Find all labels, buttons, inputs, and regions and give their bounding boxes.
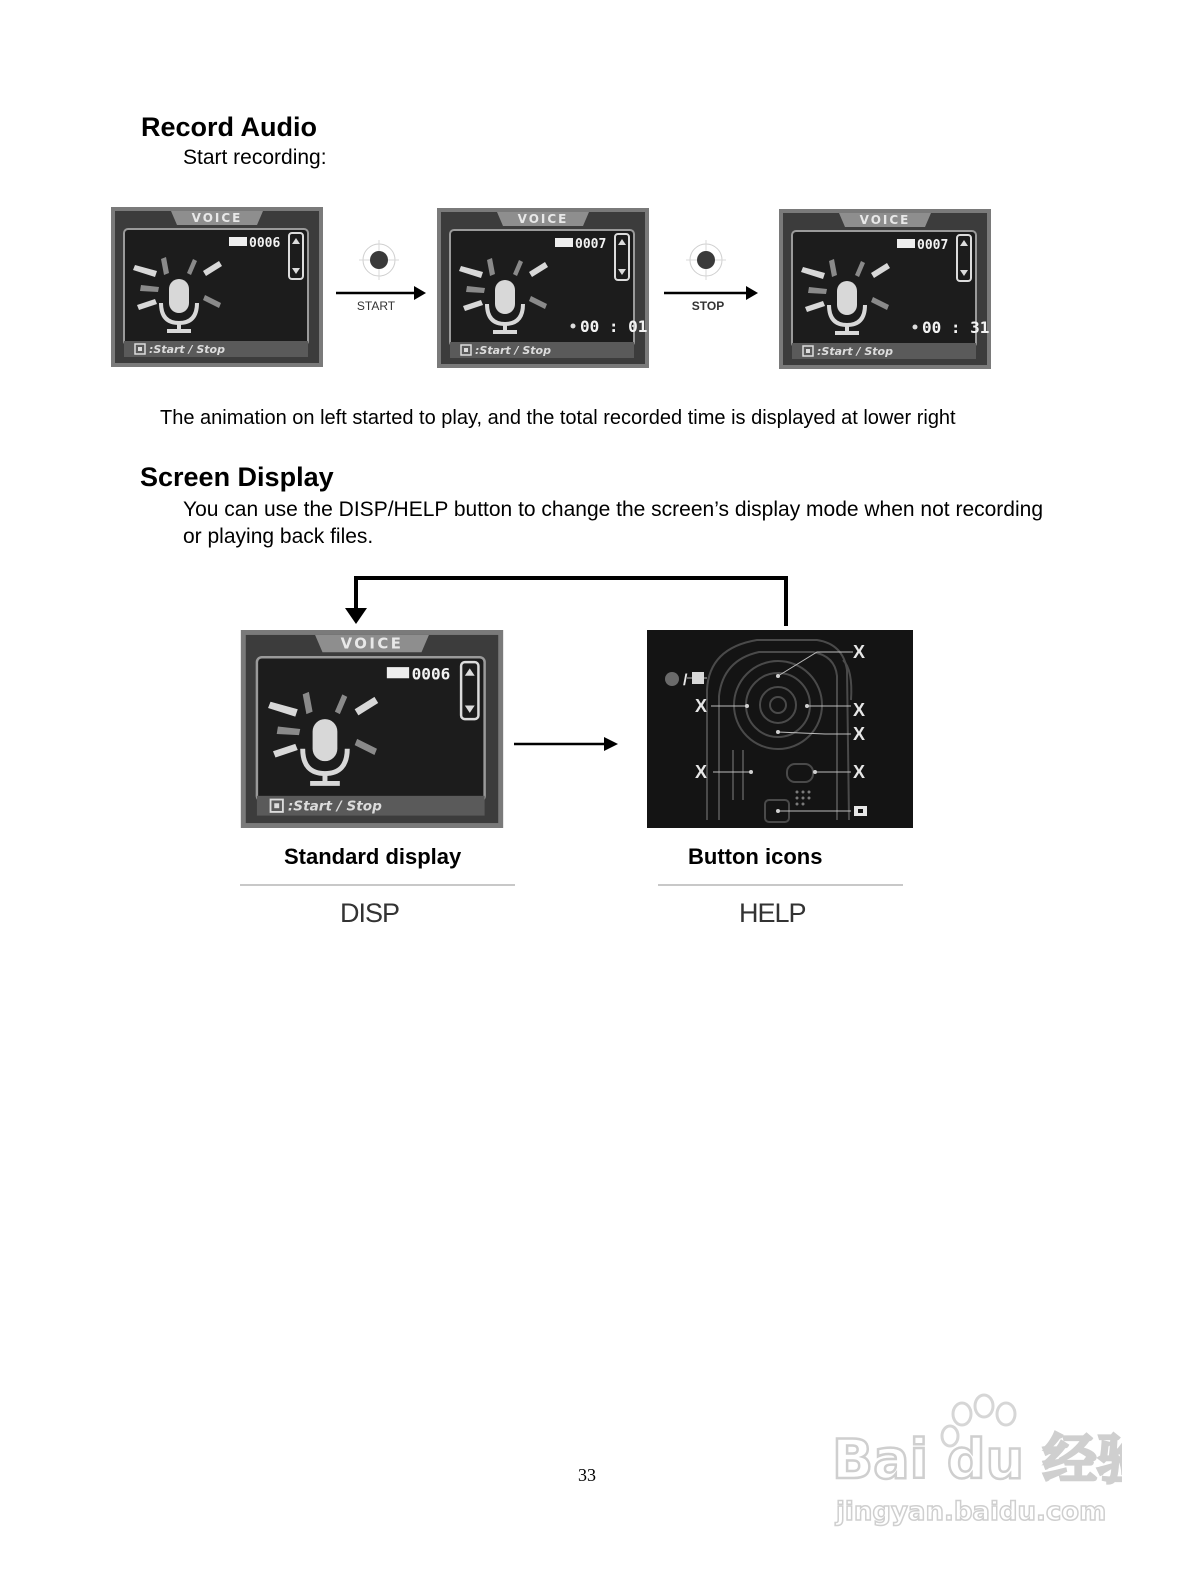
callout-marker: X xyxy=(853,642,866,662)
callout-marker: X xyxy=(695,762,708,782)
display-switch-arrow xyxy=(512,732,622,761)
stop-transition xyxy=(662,238,762,323)
hint-text: :Start / Stop xyxy=(475,344,551,357)
hint-text: :Start / Stop xyxy=(817,345,893,358)
baidu-watermark xyxy=(832,1390,1122,1535)
screen-display-heading: Screen Display xyxy=(140,462,334,492)
page-number: 33 xyxy=(578,1465,596,1485)
voice-screen-recording xyxy=(437,208,649,368)
file-counter: 0006 xyxy=(249,236,281,251)
file-counter: 0006 xyxy=(411,664,451,684)
start-transition xyxy=(334,238,430,323)
recording-dot-icon xyxy=(571,324,576,329)
callout-marker: X xyxy=(853,724,866,744)
recording-dot-icon xyxy=(913,325,918,330)
memory-icon xyxy=(555,238,573,247)
svg-text:/: / xyxy=(683,672,688,689)
hint-text: :Start / Stop xyxy=(287,798,382,815)
voice-screen-stopped xyxy=(779,209,991,369)
elapsed-time: 00 : 31 xyxy=(922,318,990,337)
callout-marker: X xyxy=(853,700,866,720)
playback-icon xyxy=(854,806,867,816)
button-icons-screen xyxy=(647,630,913,828)
disp-button-label: DISP xyxy=(340,898,400,928)
voice-screen-initial xyxy=(111,207,323,367)
divider xyxy=(240,884,515,886)
watermark-brand: Bai du 经验 xyxy=(832,1428,1122,1491)
record-button-icon xyxy=(359,240,399,280)
watermark-url: jingyan.baidu.com xyxy=(836,1497,1107,1527)
callout-marker: X xyxy=(695,696,708,716)
mode-label: VOICE xyxy=(340,634,404,653)
button-icons-caption: Button icons xyxy=(688,844,823,869)
memory-icon xyxy=(229,237,247,246)
standard-display-screen xyxy=(240,630,504,828)
record-button-icon xyxy=(686,240,726,280)
record-audio-subtitle: Start recording: xyxy=(183,146,327,169)
elapsed-time: 00 : 01 xyxy=(580,317,648,336)
mode-label: VOICE xyxy=(859,213,911,227)
help-button-label: HELP xyxy=(739,898,806,928)
loop-back-arrow xyxy=(340,574,800,635)
standard-display-caption: Standard display xyxy=(284,844,462,869)
file-counter: 0007 xyxy=(917,238,949,253)
file-counter: 0007 xyxy=(575,237,607,252)
start-label: START xyxy=(356,299,396,313)
hint-text: :Start / Stop xyxy=(149,343,225,356)
screen-display-paragraph: You can use the DISP/HELP button to change the screen’s display mode when not recording or playing back files. xyxy=(183,498,1044,548)
mode-label: VOICE xyxy=(517,212,569,226)
record-audio-heading: Record Audio xyxy=(141,112,318,142)
mode-label: VOICE xyxy=(191,211,243,225)
memory-icon xyxy=(387,667,409,678)
record-audio-description: The animation on left started to play, and the total recorded time is displayed at lower right xyxy=(160,407,956,429)
callout-marker: X xyxy=(853,762,866,782)
divider xyxy=(658,884,903,886)
memory-icon xyxy=(897,239,915,248)
stop-label: STOP xyxy=(691,299,725,313)
